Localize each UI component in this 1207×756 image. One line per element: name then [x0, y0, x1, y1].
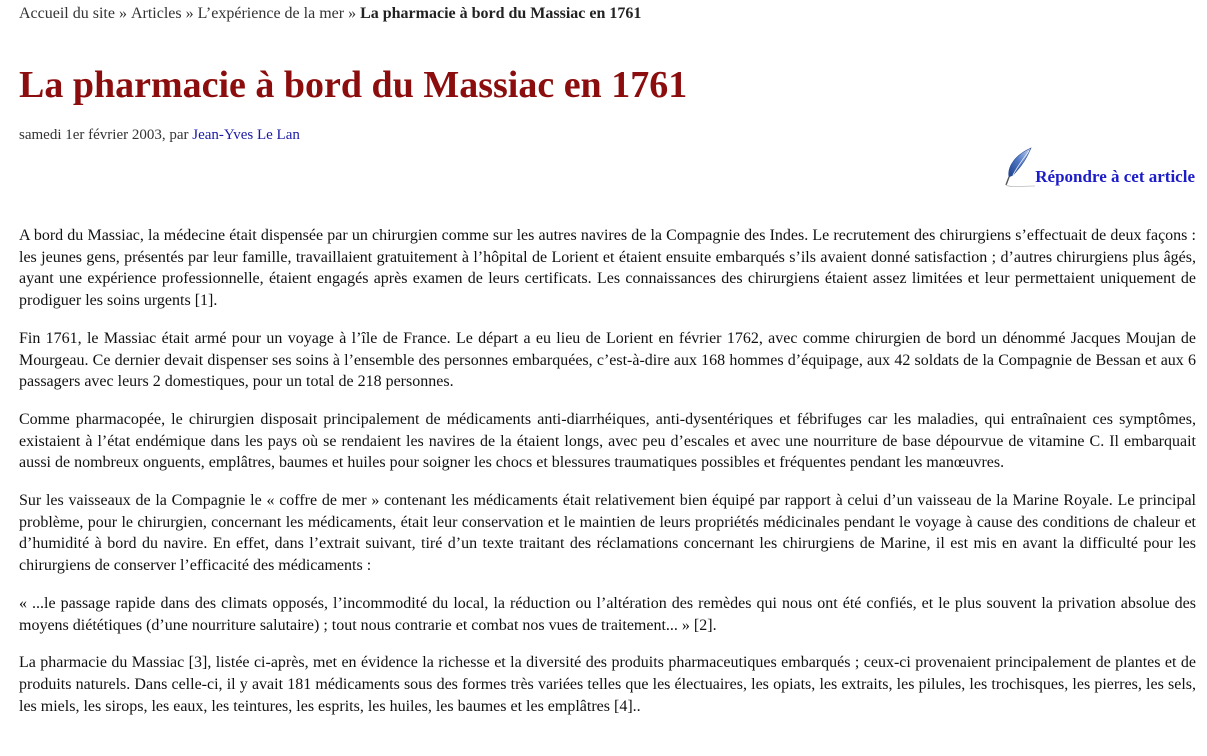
breadcrumb-separator: »: [348, 5, 357, 22]
footnote-link[interactable]: [2]: [693, 616, 713, 634]
article-byline: [19, 127, 300, 144]
breadcrumb: [19, 5, 641, 23]
article-body: [19, 225, 1196, 733]
breadcrumb-separator: »: [118, 5, 127, 22]
paragraph-text: Sur les vaisseaux de la Compagnie le « coffre de mer » contenant les médicaments était relativement bien équipé par rapport à celui d’un vaisseau de la Marine Royale. Le principal problème, pour le chirurgien, concernant les médicaments, était leur conservation et le maintien de leurs propriétés médicinales pendant le voyage à cause des conditions de chaleur et d’humidité à bord du navire. En effet, dans l’extrait suivant, tiré d’un texte traitant des réclamations concernant les chirurgiens de Marine, il est mis en avant la difficulté pour les chirurgiens de conserver l’efficacité des médicaments :: [19, 492, 1196, 575]
paragraph-text: ..: [632, 697, 641, 715]
page-title: La pharmacie à bord du Massiac en 1761: [19, 64, 688, 106]
reply-link[interactable]: Répondre à cet article: [1035, 167, 1195, 186]
footnote-link[interactable]: [4]: [613, 697, 633, 715]
author-link[interactable]: Jean-Yves Le Lan: [192, 127, 300, 143]
paragraph-text: , listée ci-après, met en évidence la richesse et la diversité des produits pharmaceutiques embarqués ; ceux-ci provenaient principalement de plantes et de produits naturels. Dans celle-ci, il y avait 181 médicaments sous des formes très variées telles que les électuaires, les opiats, les extraits, les pilules, les trochisques, les pierres, les sels, les miels, les sirops, les eaux, les teintures, les esprits, les huiles, les baumes et les emplâtres: [19, 654, 1196, 715]
breadcrumb-current: La pharmacie à bord du Massiac en 1761: [360, 5, 642, 22]
paragraph-text: .: [712, 616, 717, 634]
quill-pen-icon: [1001, 145, 1039, 189]
breadcrumb-home-link[interactable]: Accueil du site: [19, 5, 115, 22]
paragraph-text: La pharmacie du Massiac: [19, 654, 189, 672]
article-date: samedi 1er février 2003, par: [19, 127, 193, 143]
paragraph-text: .: [213, 292, 218, 310]
paragraph-text: Fin 1761, le Massiac était armé pour un voyage à l’île de France. Le départ a eu lieu de Lorient en février 1762, avec comme chirurgien de bord un dénommé Jacques Moujan de Mourgeau. Ce dernier devait dispenser ses soins à l’ensemble des personnes embarquées, c’est-à-dire aux 168 hommes d’équipage, aux 42 soldats de la Compagnie de Bessan et aux 6 passagers avec leurs 2 domestiques, pour un total de 218 personnes.: [19, 329, 1196, 391]
article-paragraph: [19, 490, 1196, 577]
paragraph-text: Comme pharmacopée, le chirurgien disposait principalement de médicaments anti-diarrhéiques, anti-dysentériques et fébrifuges car les maladies, qui entraînaient ces symptômes, existaient à l’état endémique dans les pays où se rendaient les navires de la étaient longs, avec peu d’escales et avec une nourriture de base dépourvue de vitamine C. Il embarquait aussi de nombreux onguents, emplâtres, baumes et huiles pour soigner les chocs et blessures traumatiques possibles et fréquentes pendant les manœuvres.: [19, 410, 1196, 472]
paragraph-text: « ...le passage rapide dans des climats opposés, l’incommodité du local, la réduction ou l’altération des remèdes qui nous ont été confiés, et le plus souvent la privation absolue des moyens diététiques (d’une nourriture salutaire) ; tout nous contrarie et combat nos vues de traitement... »: [19, 594, 1196, 634]
article-quote: [19, 593, 1196, 636]
article-paragraph: [19, 225, 1196, 312]
breadcrumb-section-link[interactable]: L’expérience de la mer: [197, 5, 345, 22]
article-paragraph: [19, 409, 1196, 474]
reply-to-article[interactable]: [1001, 145, 1195, 189]
footnote-link[interactable]: [1]: [194, 292, 214, 310]
breadcrumb-separator: »: [185, 5, 194, 22]
article-paragraph: [19, 652, 1196, 717]
paragraph-text: A bord du Massiac, la médecine était dispensée par un chirurgien comme sur les autres navires de la Compagnie des Indes. Le recrutement des chirurgiens s’effectuait de deux façons : les jeunes gens, présentés par leur famille, travaillaient gratuitement à l’hôpital de Lorient et étaient ensuite embarqués s’ils avaient donné satisfaction ; d’autres chirurgiens plus âgés, ayant une expérience professionnelle, étaient engagés après examen de leurs certificats. Les connaissances des chirurgiens étaient assez limitées et leur permettaient uniquement de prodiguer les soins urgents: [19, 227, 1196, 310]
footnote-link[interactable]: [3]: [188, 654, 208, 672]
breadcrumb-articles-link[interactable]: Articles: [130, 5, 182, 22]
article-paragraph: [19, 328, 1196, 393]
